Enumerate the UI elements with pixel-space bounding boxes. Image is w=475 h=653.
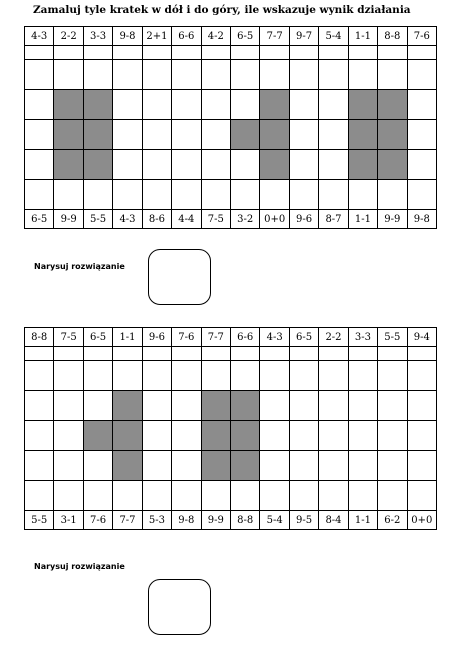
bottom-label-cell: 9-5 bbox=[290, 511, 319, 530]
bottom-label-cell: 9-8 bbox=[172, 511, 201, 530]
empty-cell[interactable] bbox=[408, 481, 437, 511]
empty-cell[interactable] bbox=[378, 451, 407, 481]
spacer-cell bbox=[378, 46, 407, 60]
spacer-cell bbox=[84, 347, 113, 361]
draw-solution-prompt-2: Narysuj rozwiązanie bbox=[34, 562, 125, 571]
top-label-cell: 7-6 bbox=[408, 27, 437, 46]
top-label-cell: 2-2 bbox=[54, 27, 83, 46]
empty-cell[interactable] bbox=[408, 180, 437, 210]
bottom-label-cell: 1-1 bbox=[349, 511, 378, 530]
top-label-cell: 3-3 bbox=[349, 328, 378, 347]
empty-cell[interactable] bbox=[290, 481, 319, 511]
empty-cell[interactable] bbox=[172, 481, 201, 511]
spacer-cell bbox=[319, 46, 348, 60]
empty-cell[interactable] bbox=[54, 421, 83, 451]
top-label-cell: 4-3 bbox=[260, 328, 289, 347]
empty-cell[interactable] bbox=[113, 361, 142, 391]
bottom-label-cell: 0+0 bbox=[408, 511, 437, 530]
spacer-cell bbox=[172, 347, 201, 361]
spacer-cell bbox=[113, 46, 142, 60]
shaded-cell[interactable] bbox=[84, 120, 113, 150]
exercise-grid-1 bbox=[24, 26, 437, 229]
shaded-cell[interactable] bbox=[378, 90, 407, 120]
empty-cell[interactable] bbox=[319, 421, 348, 451]
empty-cell[interactable] bbox=[172, 391, 201, 421]
top-label-cell: 6-6 bbox=[172, 27, 201, 46]
empty-cell[interactable] bbox=[260, 481, 289, 511]
shaded-cell[interactable] bbox=[349, 150, 378, 180]
empty-cell[interactable] bbox=[172, 60, 201, 90]
empty-cell[interactable] bbox=[113, 60, 142, 90]
empty-cell[interactable] bbox=[260, 451, 289, 481]
empty-cell[interactable] bbox=[84, 451, 113, 481]
empty-cell[interactable] bbox=[349, 60, 378, 90]
top-label-cell: 7-5 bbox=[54, 328, 83, 347]
empty-cell[interactable] bbox=[260, 180, 289, 210]
top-label-cell: 5-4 bbox=[319, 27, 348, 46]
empty-cell[interactable] bbox=[408, 361, 437, 391]
empty-cell[interactable] bbox=[378, 421, 407, 451]
empty-cell[interactable] bbox=[202, 120, 231, 150]
empty-cell[interactable] bbox=[25, 120, 54, 150]
bottom-label-cell: 5-5 bbox=[25, 511, 54, 530]
top-label-cell: 6-6 bbox=[231, 328, 260, 347]
top-label-cell: 4-2 bbox=[202, 27, 231, 46]
answer-box-2[interactable] bbox=[148, 579, 211, 635]
empty-cell[interactable] bbox=[54, 391, 83, 421]
empty-cell[interactable] bbox=[113, 90, 142, 120]
empty-cell[interactable] bbox=[143, 150, 172, 180]
shaded-cell[interactable] bbox=[54, 120, 83, 150]
draw-solution-prompt-1: Narysuj rozwiązanie bbox=[34, 262, 125, 271]
bottom-label-cell: 5-3 bbox=[143, 511, 172, 530]
bottom-label-cell: 8-7 bbox=[319, 210, 348, 229]
top-label-cell: 4-3 bbox=[25, 27, 54, 46]
shaded-cell[interactable] bbox=[113, 391, 142, 421]
spacer-cell bbox=[25, 347, 54, 361]
spacer-cell bbox=[143, 46, 172, 60]
empty-cell[interactable] bbox=[290, 451, 319, 481]
top-label-cell: 6-5 bbox=[290, 328, 319, 347]
spacer-cell bbox=[408, 46, 437, 60]
empty-cell[interactable] bbox=[172, 421, 201, 451]
bottom-label-cell: 4-3 bbox=[113, 210, 142, 229]
empty-cell[interactable] bbox=[231, 481, 260, 511]
empty-cell[interactable] bbox=[408, 150, 437, 180]
empty-cell[interactable] bbox=[143, 421, 172, 451]
empty-cell[interactable] bbox=[408, 120, 437, 150]
top-label-cell: 7-7 bbox=[260, 27, 289, 46]
empty-cell[interactable] bbox=[260, 421, 289, 451]
top-label-cell: 8-8 bbox=[25, 328, 54, 347]
empty-cell[interactable] bbox=[202, 361, 231, 391]
empty-cell[interactable] bbox=[113, 120, 142, 150]
top-label-cell: 9-4 bbox=[408, 328, 437, 347]
bottom-label-cell: 0+0 bbox=[260, 210, 289, 229]
empty-cell[interactable] bbox=[231, 361, 260, 391]
empty-cell[interactable] bbox=[202, 180, 231, 210]
bottom-label-cell: 9-9 bbox=[378, 210, 407, 229]
spacer-cell bbox=[260, 46, 289, 60]
bottom-label-cell: 8-4 bbox=[319, 511, 348, 530]
empty-cell[interactable] bbox=[54, 180, 83, 210]
top-label-cell: 1-1 bbox=[113, 328, 142, 347]
shaded-cell[interactable] bbox=[202, 451, 231, 481]
empty-cell[interactable] bbox=[143, 120, 172, 150]
shaded-cell[interactable] bbox=[202, 421, 231, 451]
empty-cell[interactable] bbox=[319, 60, 348, 90]
spacer-cell bbox=[202, 347, 231, 361]
top-label-cell: 3-3 bbox=[84, 27, 113, 46]
empty-cell[interactable] bbox=[378, 60, 407, 90]
bottom-label-cell: 8-6 bbox=[143, 210, 172, 229]
empty-cell[interactable] bbox=[54, 361, 83, 391]
shaded-cell[interactable] bbox=[84, 90, 113, 120]
spacer-cell bbox=[54, 46, 83, 60]
empty-cell[interactable] bbox=[84, 361, 113, 391]
spacer-cell bbox=[290, 46, 319, 60]
empty-cell[interactable] bbox=[378, 391, 407, 421]
bottom-label-cell: 4-4 bbox=[172, 210, 201, 229]
bottom-label-cell: 7-6 bbox=[84, 511, 113, 530]
shaded-cell[interactable] bbox=[260, 90, 289, 120]
empty-cell[interactable] bbox=[143, 391, 172, 421]
empty-cell[interactable] bbox=[319, 180, 348, 210]
empty-cell[interactable] bbox=[290, 361, 319, 391]
empty-cell[interactable] bbox=[202, 90, 231, 120]
shaded-cell[interactable] bbox=[231, 421, 260, 451]
empty-cell[interactable] bbox=[408, 451, 437, 481]
top-label-cell: 9-8 bbox=[113, 27, 142, 46]
shaded-cell[interactable] bbox=[349, 120, 378, 150]
empty-cell[interactable] bbox=[290, 421, 319, 451]
empty-cell[interactable] bbox=[319, 361, 348, 391]
empty-cell[interactable] bbox=[172, 120, 201, 150]
empty-cell[interactable] bbox=[319, 120, 348, 150]
spacer-cell bbox=[202, 46, 231, 60]
empty-cell[interactable] bbox=[113, 150, 142, 180]
spacer-cell bbox=[319, 347, 348, 361]
empty-cell[interactable] bbox=[84, 60, 113, 90]
answer-box-1[interactable] bbox=[148, 249, 211, 305]
spacer-cell bbox=[54, 347, 83, 361]
empty-cell[interactable] bbox=[113, 481, 142, 511]
empty-cell[interactable] bbox=[202, 150, 231, 180]
empty-cell[interactable] bbox=[290, 150, 319, 180]
empty-cell[interactable] bbox=[349, 361, 378, 391]
empty-cell[interactable] bbox=[378, 180, 407, 210]
empty-cell[interactable] bbox=[25, 90, 54, 120]
empty-cell[interactable] bbox=[172, 150, 201, 180]
empty-cell[interactable] bbox=[319, 391, 348, 421]
empty-cell[interactable] bbox=[408, 391, 437, 421]
empty-cell[interactable] bbox=[290, 180, 319, 210]
empty-cell[interactable] bbox=[231, 90, 260, 120]
shaded-cell[interactable] bbox=[231, 120, 260, 150]
spacer-cell bbox=[290, 347, 319, 361]
bottom-label-cell: 9-6 bbox=[290, 210, 319, 229]
bottom-label-cell: 6-2 bbox=[378, 511, 407, 530]
empty-cell[interactable] bbox=[349, 451, 378, 481]
bottom-label-cell: 1-1 bbox=[349, 210, 378, 229]
top-label-cell: 7-6 bbox=[172, 328, 201, 347]
bottom-label-cell: 5-4 bbox=[260, 511, 289, 530]
empty-cell[interactable] bbox=[290, 60, 319, 90]
bottom-label-cell: 3-1 bbox=[54, 511, 83, 530]
empty-cell[interactable] bbox=[25, 150, 54, 180]
empty-cell[interactable] bbox=[408, 60, 437, 90]
shaded-cell[interactable] bbox=[260, 120, 289, 150]
top-label-cell: 5-5 bbox=[378, 328, 407, 347]
empty-cell[interactable] bbox=[349, 421, 378, 451]
shaded-cell[interactable] bbox=[84, 150, 113, 180]
empty-cell[interactable] bbox=[378, 361, 407, 391]
spacer-cell bbox=[231, 347, 260, 361]
empty-cell[interactable] bbox=[172, 361, 201, 391]
empty-cell[interactable] bbox=[260, 60, 289, 90]
empty-cell[interactable] bbox=[25, 60, 54, 90]
empty-cell[interactable] bbox=[54, 451, 83, 481]
empty-cell[interactable] bbox=[349, 481, 378, 511]
empty-cell[interactable] bbox=[290, 90, 319, 120]
spacer-cell bbox=[349, 347, 378, 361]
shaded-cell[interactable] bbox=[260, 150, 289, 180]
shaded-cell[interactable] bbox=[54, 150, 83, 180]
bottom-label-cell: 7-5 bbox=[202, 210, 231, 229]
top-label-cell: 8-8 bbox=[378, 27, 407, 46]
bottom-label-cell: 7-7 bbox=[113, 511, 142, 530]
empty-cell[interactable] bbox=[349, 391, 378, 421]
empty-cell[interactable] bbox=[172, 451, 201, 481]
shaded-cell[interactable] bbox=[349, 90, 378, 120]
empty-cell[interactable] bbox=[25, 180, 54, 210]
empty-cell[interactable] bbox=[231, 60, 260, 90]
exercise-grid-2 bbox=[24, 327, 437, 530]
shaded-cell[interactable] bbox=[113, 421, 142, 451]
spacer-cell bbox=[231, 46, 260, 60]
empty-cell[interactable] bbox=[143, 451, 172, 481]
empty-cell[interactable] bbox=[378, 481, 407, 511]
empty-cell[interactable] bbox=[290, 391, 319, 421]
empty-cell[interactable] bbox=[143, 60, 172, 90]
empty-cell[interactable] bbox=[25, 361, 54, 391]
top-label-cell: 2-2 bbox=[319, 328, 348, 347]
empty-cell[interactable] bbox=[260, 361, 289, 391]
empty-cell[interactable] bbox=[25, 481, 54, 511]
spacer-cell bbox=[25, 46, 54, 60]
bottom-label-cell: 5-5 bbox=[84, 210, 113, 229]
spacer-cell bbox=[143, 347, 172, 361]
bottom-label-cell: 9-9 bbox=[202, 511, 231, 530]
empty-cell[interactable] bbox=[172, 90, 201, 120]
bottom-label-cell: 6-5 bbox=[25, 210, 54, 229]
bottom-label-cell: 8-8 bbox=[231, 511, 260, 530]
empty-cell[interactable] bbox=[319, 150, 348, 180]
shaded-cell[interactable] bbox=[84, 421, 113, 451]
empty-cell[interactable] bbox=[231, 150, 260, 180]
spacer-cell bbox=[349, 46, 378, 60]
top-label-cell: 9-6 bbox=[143, 328, 172, 347]
worksheet-title: Zamaluj tyle kratek w dół i do góry, ile wskazuje wynik działania bbox=[33, 4, 411, 16]
shaded-cell[interactable] bbox=[54, 90, 83, 120]
empty-cell[interactable] bbox=[172, 180, 201, 210]
empty-cell[interactable] bbox=[25, 421, 54, 451]
top-label-cell: 7-7 bbox=[202, 328, 231, 347]
empty-cell[interactable] bbox=[231, 180, 260, 210]
empty-cell[interactable] bbox=[143, 361, 172, 391]
spacer-cell bbox=[172, 46, 201, 60]
shaded-cell[interactable] bbox=[231, 451, 260, 481]
top-label-cell: 6-5 bbox=[231, 27, 260, 46]
shaded-cell[interactable] bbox=[378, 150, 407, 180]
empty-cell[interactable] bbox=[290, 120, 319, 150]
empty-cell[interactable] bbox=[113, 180, 142, 210]
empty-cell[interactable] bbox=[84, 391, 113, 421]
spacer-cell bbox=[260, 347, 289, 361]
empty-cell[interactable] bbox=[54, 481, 83, 511]
top-label-cell: 9-7 bbox=[290, 27, 319, 46]
spacer-cell bbox=[84, 46, 113, 60]
empty-cell[interactable] bbox=[408, 90, 437, 120]
spacer-cell bbox=[378, 347, 407, 361]
empty-cell[interactable] bbox=[202, 481, 231, 511]
shaded-cell[interactable] bbox=[378, 120, 407, 150]
empty-cell[interactable] bbox=[143, 481, 172, 511]
shaded-cell[interactable] bbox=[202, 391, 231, 421]
spacer-cell bbox=[408, 347, 437, 361]
empty-cell[interactable] bbox=[202, 60, 231, 90]
top-label-cell: 6-5 bbox=[84, 328, 113, 347]
bottom-label-cell: 9-8 bbox=[408, 210, 437, 229]
bottom-label-cell: 9-9 bbox=[54, 210, 83, 229]
empty-cell[interactable] bbox=[319, 90, 348, 120]
empty-cell[interactable] bbox=[143, 180, 172, 210]
shaded-cell[interactable] bbox=[231, 391, 260, 421]
empty-cell[interactable] bbox=[349, 180, 378, 210]
top-label-cell: 2+1 bbox=[143, 27, 172, 46]
empty-cell[interactable] bbox=[319, 451, 348, 481]
spacer-cell bbox=[113, 347, 142, 361]
shaded-cell[interactable] bbox=[113, 451, 142, 481]
empty-cell[interactable] bbox=[25, 391, 54, 421]
bottom-label-cell: 3-2 bbox=[231, 210, 260, 229]
empty-cell[interactable] bbox=[319, 481, 348, 511]
empty-cell[interactable] bbox=[54, 60, 83, 90]
empty-cell[interactable] bbox=[84, 180, 113, 210]
empty-cell[interactable] bbox=[408, 421, 437, 451]
empty-cell[interactable] bbox=[25, 451, 54, 481]
empty-cell[interactable] bbox=[143, 90, 172, 120]
top-label-cell: 1-1 bbox=[349, 27, 378, 46]
empty-cell[interactable] bbox=[84, 481, 113, 511]
empty-cell[interactable] bbox=[260, 391, 289, 421]
